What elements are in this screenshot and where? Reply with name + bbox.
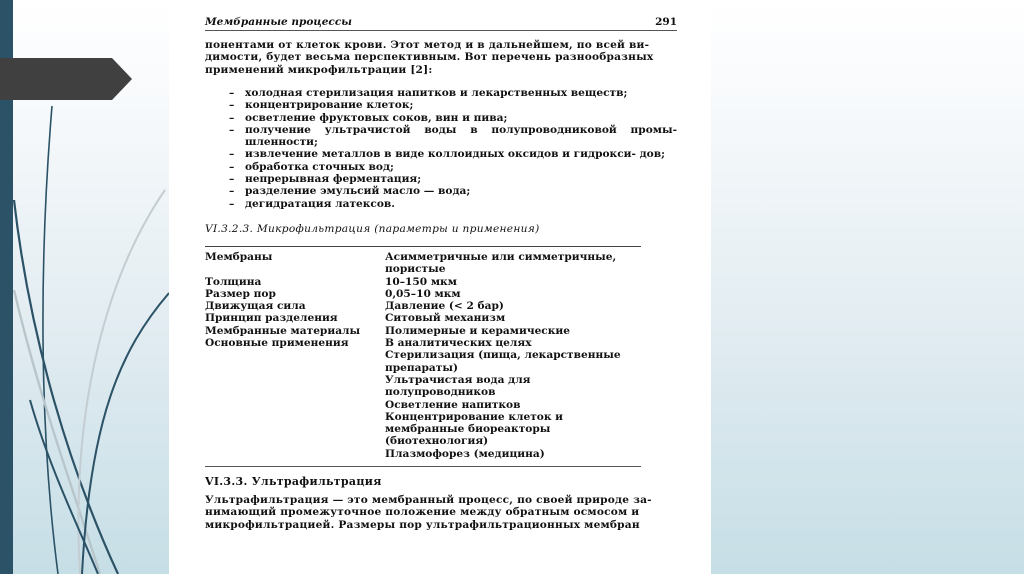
intro-paragraph <box>205 39 677 76</box>
table-caption: VI.3.2.3. Микрофильтрация (параметры и применения) <box>205 223 540 235</box>
running-head-title: Мембранные процессы <box>205 16 352 28</box>
slide-arrow-marker <box>0 58 132 100</box>
parameters-table <box>205 246 641 467</box>
section-line: нимающий промежуточное положение между обратным осмосом и <box>205 506 640 519</box>
list-item: – извлечение металлов в виде коллоидных оксидов и гидрокси- дов; <box>229 148 665 161</box>
list-item: – разделение эмульсий масло — вода; <box>229 185 471 198</box>
table-row: Принцип разделения Ситовый механизм <box>205 312 506 325</box>
list-item: – дегидратация латексов. <box>229 197 395 210</box>
applications-list <box>229 87 677 210</box>
list-item: – обработка сточных вод; <box>229 160 394 173</box>
table-row: Мембранные материалы Полимерные и керамические <box>205 324 571 337</box>
section-line: Ультрафильтрация — это мембранный процесс, по своей природе за- <box>205 494 652 506</box>
section-paragraph <box>205 494 677 531</box>
table-row: Размер пор 0,05–10 мкм <box>205 287 461 300</box>
table-row: Мембраны Асимметричные или симметричные, пористые <box>205 251 617 276</box>
scanned-book-page <box>169 0 711 574</box>
list-item: – непрерывная ферментация; <box>229 173 422 186</box>
list-item: – холодная стерилизация напитков и лекарственных веществ; <box>229 87 628 99</box>
running-head <box>205 16 677 31</box>
table-row: Основные применения В аналитических целях Стерилизация (пища, лекарственные препараты) Ультрачистая вода для полупроводников Осветление напитков Концентрирование клеток и мембранные биореакторы (биотехнология) Плазмофорез (медицина) <box>205 337 621 460</box>
list-item: – осветление фруктовых соков, вин и пива; <box>229 111 508 124</box>
list-item: – получение ультрачистой воды в полупроводниковой промы- шленности; <box>229 123 677 149</box>
page-number: 291 <box>655 16 677 28</box>
intro-line: понентами от клеток крови. Этот метод и в дальнейшем, по всей ви- <box>205 39 650 51</box>
intro-line: димости, будет весьма перспективным. Вот перечень разнообразных <box>205 51 654 64</box>
section-line: микрофильтрацией. Размеры пор ультрафильтрационных мембран <box>205 518 640 531</box>
table-row: Движущая сила Давление (< 2 бар) <box>205 300 504 313</box>
intro-line: применений микрофильтрации [2]: <box>205 63 433 76</box>
list-item: – концентрирование клеток; <box>229 99 414 112</box>
section-heading: VI.3.3. Ультрафильтрация <box>205 475 382 488</box>
table-row: Толщина 10–150 мкм <box>205 275 457 288</box>
